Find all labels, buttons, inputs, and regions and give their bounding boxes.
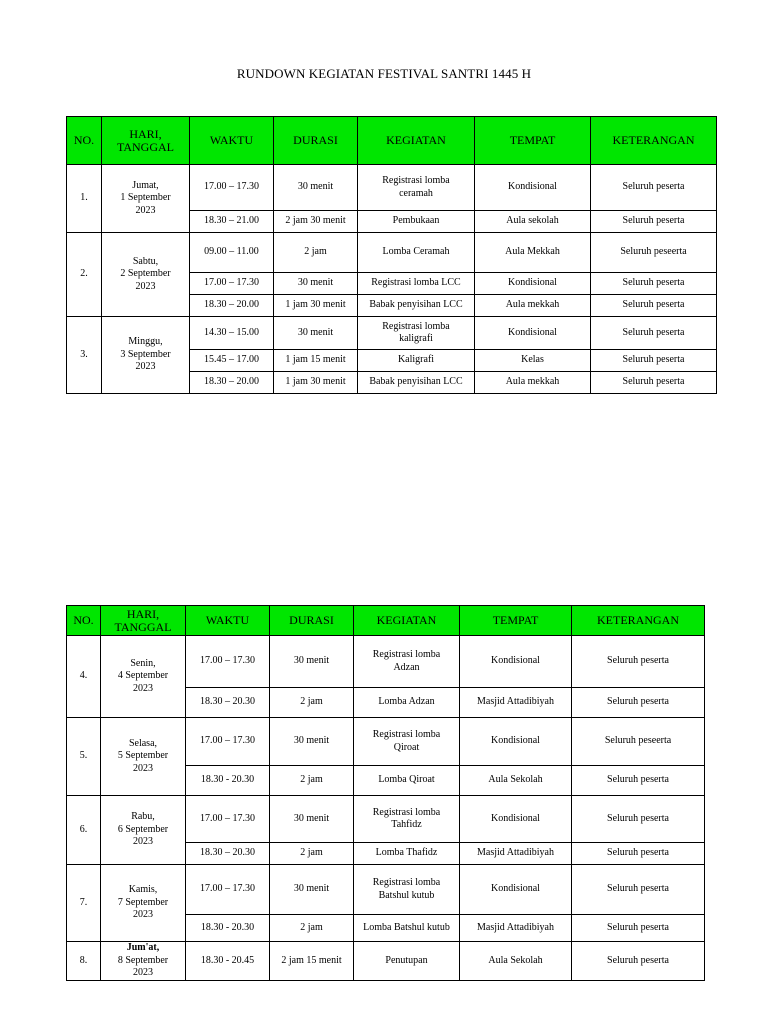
kegiatan-line: Registrasi lomba [372, 729, 441, 740]
row-number: 7. [67, 865, 101, 942]
keterangan-cell: Seluruh peserta [572, 942, 705, 981]
tempat-cell: Kelas [475, 350, 591, 372]
kegiatan-line: Registrasi lomba [372, 806, 441, 818]
day-date [101, 636, 186, 718]
day-date [102, 233, 190, 317]
table-row [67, 165, 717, 211]
date-text: 2 September [120, 268, 171, 280]
durasi-cell: 1 jam 30 menit [274, 295, 358, 317]
kegiatan-cell [354, 688, 460, 718]
durasi-cell: 2 jam [270, 766, 354, 796]
kegiatan-cell [354, 636, 460, 688]
kegiatan-line: Kaligrafi [397, 354, 435, 366]
waktu-cell: 17.00 – 17.30 [190, 273, 274, 295]
day-date [101, 796, 186, 865]
table-row [67, 233, 717, 273]
kegiatan-line: Lomba Batshul kutub [363, 921, 450, 933]
durasi-cell: 2 jam [274, 233, 358, 273]
kegiatan-cell [358, 350, 475, 372]
waktu-cell: 18.30 - 20.30 [186, 915, 270, 942]
kegiatan-line: Registrasi lomba [382, 320, 450, 332]
keterangan-cell: Seluruh peserta [591, 211, 717, 233]
header-durasi: DURASI [274, 117, 358, 165]
waktu-cell: 18.30 – 21.00 [190, 211, 274, 233]
durasi-cell: 30 menit [274, 165, 358, 211]
header-keterangan: KETERANGAN [572, 606, 705, 636]
date-text: 8 September [117, 954, 169, 966]
durasi-cell: 1 jam 30 menit [274, 372, 358, 394]
keterangan-cell: Seluruh peserta [572, 843, 705, 865]
tempat-cell: Masjid Attadibiyah [460, 843, 572, 865]
year-text: 2023 [133, 836, 153, 848]
keterangan-cell: Seluruh peserta [572, 796, 705, 843]
waktu-cell: 18.30 - 20.45 [186, 942, 270, 981]
table-row [67, 865, 705, 915]
keterangan-cell: Seluruh peserta [572, 915, 705, 942]
keterangan-cell: Seluruh peserta [572, 636, 705, 688]
header-no: NO. [67, 117, 102, 165]
durasi-cell: 2 jam [270, 843, 354, 865]
header-kegiatan: KEGIATAN [354, 606, 460, 636]
keterangan-cell: Seluruh peserta [572, 766, 705, 796]
kegiatan-line: Lomba Ceramah [382, 246, 450, 258]
waktu-cell: 17.00 – 17.30 [190, 165, 274, 211]
kegiatan-line: Babak penyisihan LCC [369, 376, 463, 388]
tempat-cell: Kondisional [460, 718, 572, 766]
durasi-cell: 30 menit [270, 718, 354, 766]
waktu-cell: 17.00 – 17.30 [186, 865, 270, 915]
date-text: 3 September [120, 348, 171, 360]
kegiatan-line: Registrasi lomba LCC [371, 277, 461, 289]
day-date [101, 718, 186, 796]
kegiatan-line: Tahfidz [391, 819, 422, 830]
kegiatan-cell [354, 915, 460, 942]
kegiatan-cell [358, 372, 475, 394]
waktu-cell: 09.00 – 11.00 [190, 233, 274, 273]
tempat-cell: Kondisional [475, 317, 591, 350]
kegiatan-cell [358, 273, 475, 295]
durasi-cell: 30 menit [270, 796, 354, 843]
year-text: 2023 [135, 361, 156, 373]
date-text: 4 September [117, 670, 169, 682]
durasi-cell: 2 jam 30 menit [274, 211, 358, 233]
kegiatan-line: Pembukaan [392, 215, 440, 227]
row-number: 4. [67, 636, 101, 718]
header-keterangan: KETERANGAN [591, 117, 717, 165]
header-tempat: TEMPAT [460, 606, 572, 636]
header-kegiatan: KEGIATAN [358, 117, 475, 165]
keterangan-cell: Seluruh peserta [572, 688, 705, 718]
waktu-cell: 14.30 – 15.00 [190, 317, 274, 350]
kegiatan-cell [358, 295, 475, 317]
date-text: 1 September [120, 192, 171, 204]
tempat-cell: Kondisional [475, 273, 591, 295]
kegiatan-cell [354, 865, 460, 915]
tempat-cell: Masjid Attadibiyah [460, 688, 572, 718]
waktu-cell: 18.30 – 20.00 [190, 295, 274, 317]
keterangan-cell: Seluruh peserta [591, 273, 717, 295]
day-name: Sabtu, [132, 255, 159, 267]
day-date [101, 865, 186, 942]
tempat-cell: Masjid Attadibiyah [460, 915, 572, 942]
year-text: 2023 [135, 204, 156, 216]
year-text: 2023 [133, 909, 153, 921]
document-title: RUNDOWN KEGIATAN FESTIVAL SANTRI 1445 H [236, 66, 532, 81]
waktu-cell: 17.00 – 17.30 [186, 796, 270, 843]
waktu-cell: 18.30 - 20.30 [186, 766, 270, 796]
day-date [102, 317, 190, 394]
durasi-cell: 30 menit [270, 636, 354, 688]
row-number: 5. [67, 718, 101, 796]
tempat-cell: Aula Sekolah [460, 766, 572, 796]
table-row [67, 718, 705, 766]
year-text: 2023 [133, 967, 153, 979]
row-number: 1. [67, 165, 102, 233]
row-number: 2. [67, 233, 102, 317]
durasi-cell: 2 jam 15 menit [270, 942, 354, 981]
day-date [101, 942, 186, 981]
keterangan-cell: Seluruh peseerta [591, 233, 717, 273]
kegiatan-line: Lomba Qiroat [378, 774, 435, 786]
header-hari-tanggal: HARI, TANGGAL [101, 606, 186, 636]
table-row [67, 942, 705, 981]
kegiatan-line: kaligrafi [399, 333, 433, 344]
durasi-cell: 30 menit [274, 317, 358, 350]
keterangan-cell: Seluruh peseerta [572, 718, 705, 766]
kegiatan-line: Penutupan [385, 954, 428, 966]
day-name: Senin, [130, 657, 156, 669]
year-text: 2023 [133, 682, 153, 694]
kegiatan-line: Lomba Thafidz [375, 847, 438, 859]
durasi-cell: 2 jam [270, 915, 354, 942]
kegiatan-line: ceramah [399, 187, 433, 199]
header-tempat: TEMPAT [475, 117, 591, 165]
row-number: 8. [67, 942, 101, 981]
tempat-cell: Kondisional [475, 165, 591, 211]
keterangan-cell: Seluruh peserta [591, 350, 717, 372]
kegiatan-cell [358, 165, 475, 211]
date-text: 5 September [117, 750, 169, 762]
kegiatan-line: Adzan [393, 661, 420, 673]
table-row [67, 317, 717, 350]
kegiatan-line: Qiroat [393, 741, 420, 753]
waktu-cell: 18.30 – 20.30 [186, 688, 270, 718]
keterangan-cell: Seluruh peserta [591, 317, 717, 350]
keterangan-cell: Seluruh peserta [591, 165, 717, 211]
keterangan-cell: Seluruh peserta [591, 295, 717, 317]
tempat-cell: Kondisional [460, 865, 572, 915]
kegiatan-cell [358, 211, 475, 233]
tempat-cell: Kondisional [460, 796, 572, 843]
year-text: 2023 [133, 762, 153, 774]
kegiatan-line: Batshul kutub [378, 889, 435, 901]
kegiatan-line: Lomba Adzan [378, 696, 435, 708]
header-hari-tanggal: HARI, TANGGAL [102, 117, 190, 165]
kegiatan-line: Registrasi lomba [372, 877, 441, 888]
waktu-cell: 18.30 – 20.30 [186, 843, 270, 865]
kegiatan-cell [354, 718, 460, 766]
keterangan-cell: Seluruh peserta [591, 372, 717, 394]
tempat-cell: Kondisional [460, 636, 572, 688]
table-row [67, 636, 705, 688]
waktu-cell: 18.30 – 20.00 [190, 372, 274, 394]
keterangan-cell: Seluruh peserta [572, 865, 705, 915]
date-text: 7 September [117, 896, 169, 908]
kegiatan-cell [354, 766, 460, 796]
day-name: Rabu, [131, 811, 155, 823]
kegiatan-line: Babak penyisihan LCC [369, 299, 463, 311]
waktu-cell: 15.45 – 17.00 [190, 350, 274, 372]
day-name: Jum'at, [126, 942, 160, 954]
tempat-cell: Aula mekkah [475, 295, 591, 317]
tempat-cell: Aula mekkah [475, 372, 591, 394]
header-row [67, 606, 705, 636]
day-name: Jumat, [132, 179, 159, 191]
durasi-cell: 30 menit [274, 273, 358, 295]
day-name: Minggu, [128, 336, 163, 348]
waktu-cell: 17.00 – 17.30 [186, 718, 270, 766]
year-text: 2023 [135, 280, 156, 292]
header-row [67, 117, 717, 165]
row-number: 3. [67, 317, 102, 394]
kegiatan-cell [358, 233, 475, 273]
durasi-cell: 2 jam [270, 688, 354, 718]
kegiatan-cell [354, 843, 460, 865]
table-row [67, 796, 705, 843]
tempat-cell: Aula Sekolah [460, 942, 572, 981]
rundown-table-2 [66, 605, 705, 981]
rundown-table-1 [66, 116, 717, 394]
row-number: 6. [67, 796, 101, 865]
day-date [102, 165, 190, 233]
day-name: Kamis, [128, 884, 158, 896]
kegiatan-line: Registrasi lomba [382, 175, 450, 186]
day-name: Selasa, [128, 737, 158, 749]
tempat-cell: Aula Mekkah [475, 233, 591, 273]
header-waktu: WAKTU [186, 606, 270, 636]
header-waktu: WAKTU [190, 117, 274, 165]
kegiatan-cell [358, 317, 475, 350]
kegiatan-line: Registrasi lomba [372, 649, 441, 660]
date-text: 6 September [117, 823, 169, 835]
kegiatan-cell [354, 796, 460, 843]
header-no: NO. [67, 606, 101, 636]
waktu-cell: 17.00 – 17.30 [186, 636, 270, 688]
kegiatan-cell [354, 942, 460, 981]
durasi-cell: 30 menit [270, 865, 354, 915]
header-durasi: DURASI [270, 606, 354, 636]
durasi-cell: 1 jam 15 menit [274, 350, 358, 372]
tempat-cell: Aula sekolah [475, 211, 591, 233]
